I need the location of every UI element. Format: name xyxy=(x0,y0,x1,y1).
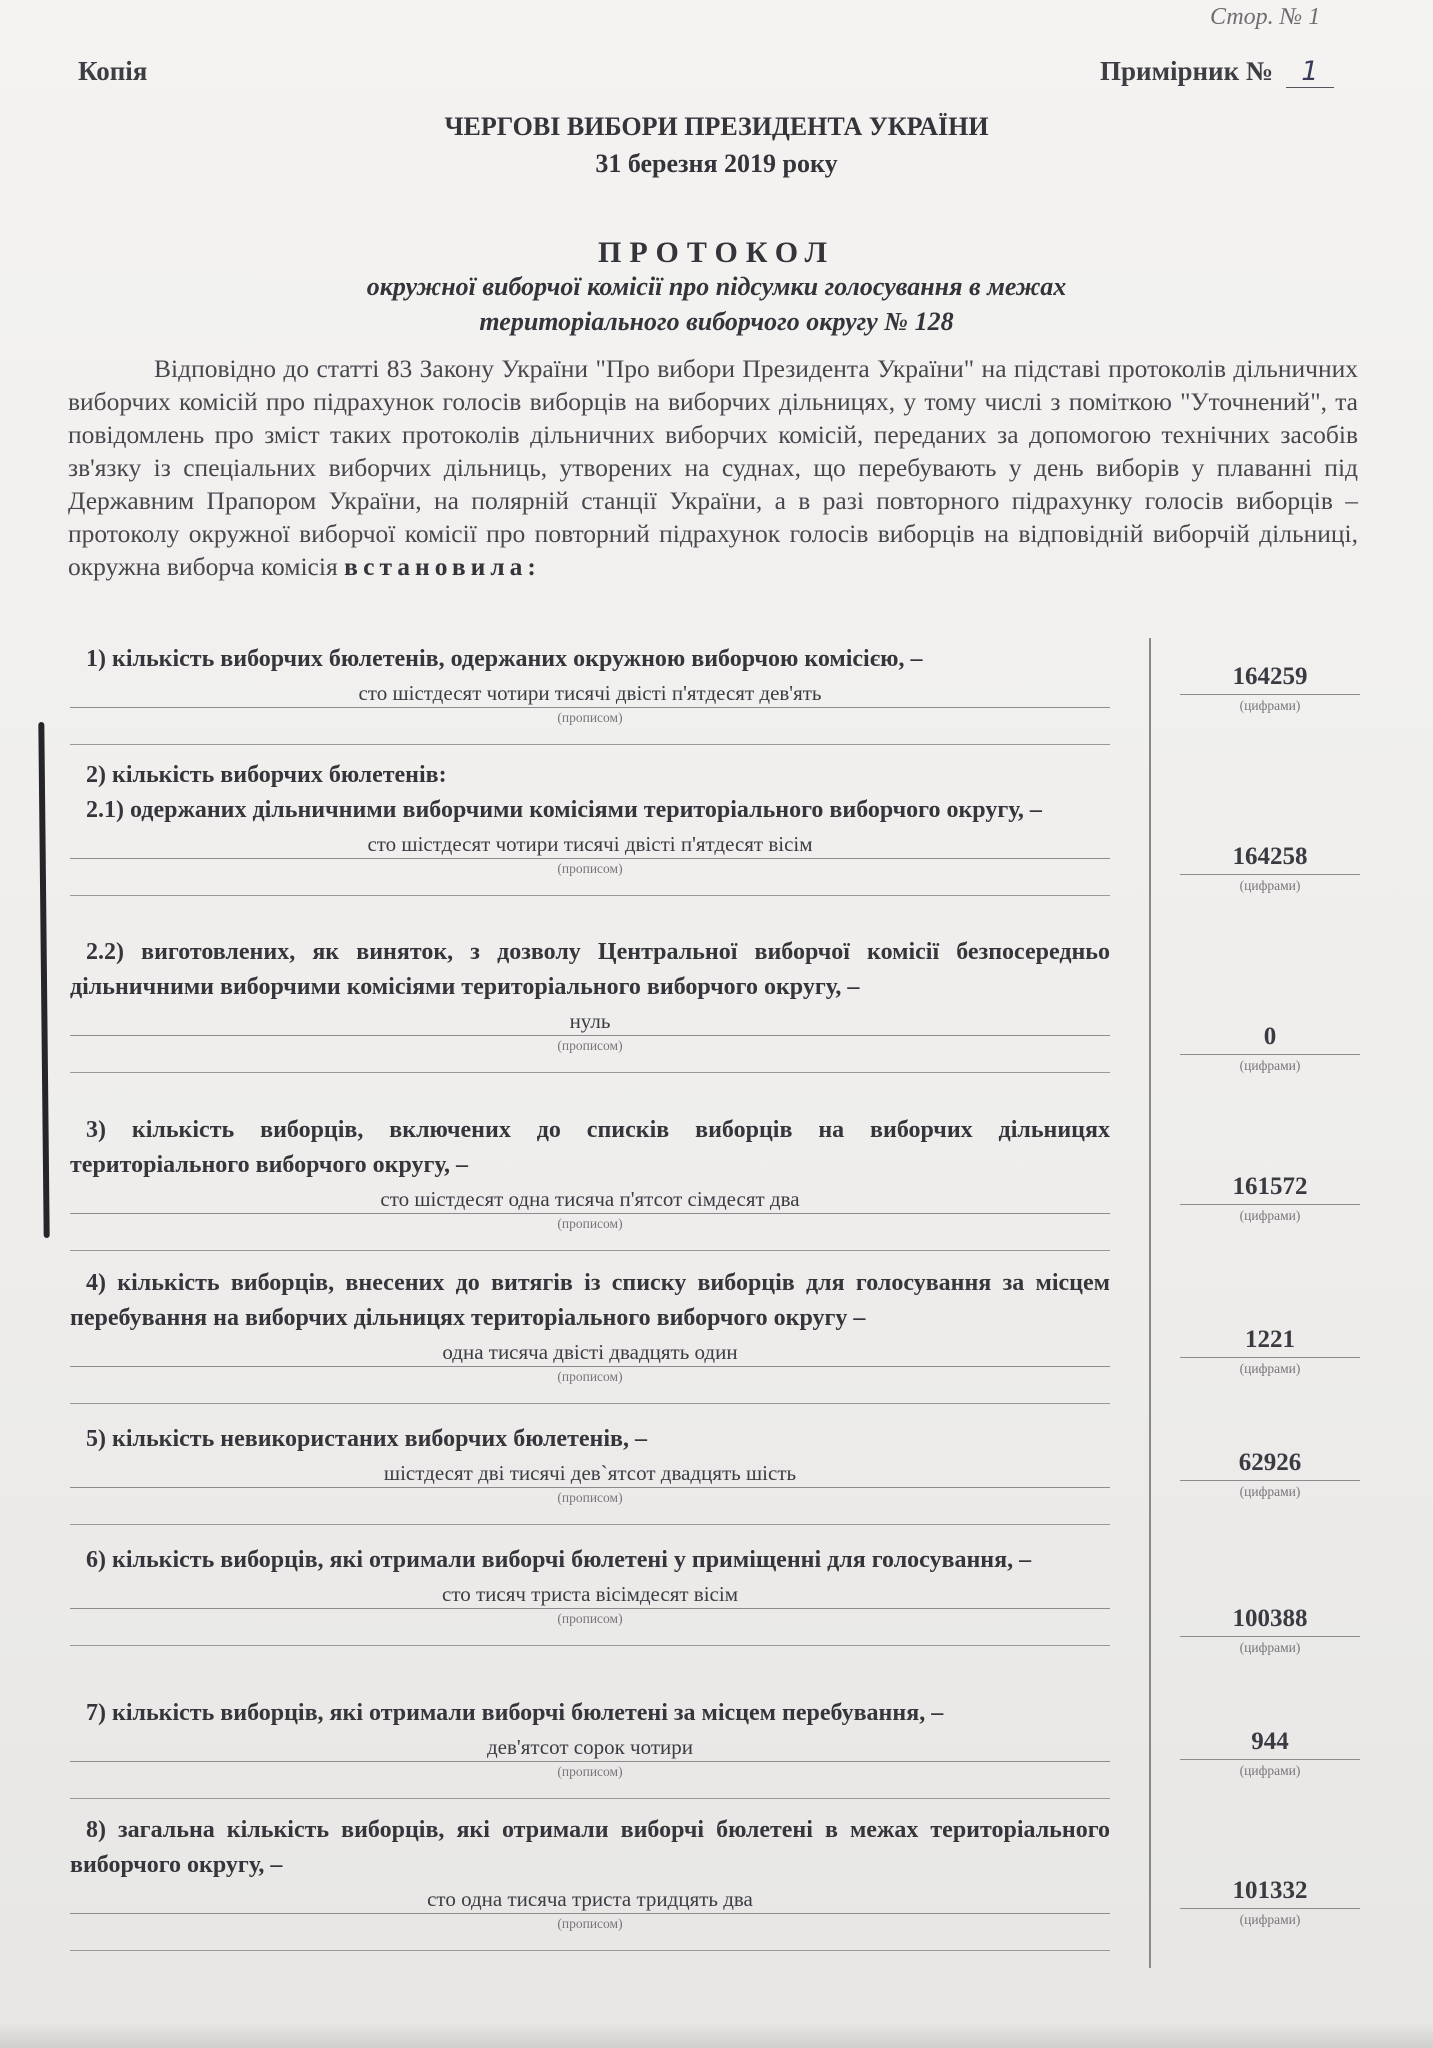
item-4 xyxy=(70,1266,1110,1404)
item-label: 6) кількість виборців, які отримали виборчі бюлетені у приміщенні для голосування, – xyxy=(86,1547,1032,1573)
instance-number: 1 xyxy=(1286,56,1334,88)
digits-caption: (цифрами) xyxy=(1239,1208,1301,1223)
item-6-digits-box xyxy=(1180,1602,1360,1656)
item-3-digits-box xyxy=(1180,1170,1360,1224)
item-digits: 101332 xyxy=(1180,1874,1360,1909)
item-1-digits-box xyxy=(1180,660,1360,714)
item-7 xyxy=(70,1696,1110,1799)
separator xyxy=(70,1072,1110,1073)
item-digits: 944 xyxy=(1180,1725,1360,1760)
digits-caption: (цифрами) xyxy=(1239,1361,1301,1376)
copy-label: Копія xyxy=(78,56,148,86)
words-caption: (прописом) xyxy=(557,1038,623,1053)
item-6 xyxy=(70,1543,1110,1646)
words-caption: (прописом) xyxy=(557,861,623,876)
item-words: сто шістдесят чотири тисячі двісті п'ятдесят вісім xyxy=(70,830,1110,859)
digits-caption: (цифрами) xyxy=(1239,1763,1301,1778)
item-label: 5) кількість невикористаних виборчих бюлетенів, – xyxy=(86,1426,647,1452)
item-1 xyxy=(70,642,1110,745)
item-words: нуль xyxy=(70,1007,1110,1036)
item-7-digits-box xyxy=(1180,1725,1360,1779)
item-8 xyxy=(70,1813,1110,1951)
item-label: 1) кількість виборчих бюлетенів, одержаних окружною виборчою комісією, – xyxy=(86,646,923,672)
separator xyxy=(70,1403,1110,1404)
intro-text: Відповідно до статті 83 Закону України "Про вибори Президента України" на підставі протоколів дільничних виборчих комісій про підрахунок голосів виборців на виборчих дільницях, у тому числі з поміткою "Уточнений", та повідомлень про зміст таких протоколів дільничних виборчих комісій, переданих за допомогою технічних засобів зв'язку із спеціальних виборчих дільниць, утворених на суднах, що перебувають у день виборів у плаванні під Державним Прапором України, на полярній станції України, а в разі повторного підрахунку голосів виборців – протоколу окружної виборчої комісії про повторний підрахунок голосів виборців на відповідній виборчій дільниці, окружна виборча комісія xyxy=(68,354,1358,581)
digits-caption: (цифрами) xyxy=(1239,1058,1301,1073)
words-caption: (прописом) xyxy=(557,1611,623,1626)
column-divider xyxy=(1149,638,1151,1968)
instance-label xyxy=(1100,56,1334,88)
intro-emphasis: встановила: xyxy=(344,552,541,581)
item-2 xyxy=(70,758,1110,896)
words-caption: (прописом) xyxy=(557,1216,623,1231)
digits-caption: (цифрами) xyxy=(1239,1484,1301,1499)
item-digits: 0 xyxy=(1180,1020,1360,1055)
item-sublabel: 2.1) одержаних дільничними виборчими комісіями територіального виборчого округу, – xyxy=(86,797,1042,823)
item-digits: 161572 xyxy=(1180,1170,1360,1205)
item-label: 3) кількість виборців, включених до списків виборців на виборчих дільницях територіального виборчого округу, – xyxy=(70,1117,1110,1178)
item-words: сто шістдесят чотири тисячі двісті п'ятдесят дев'ять xyxy=(70,679,1110,708)
item-digits: 164259 xyxy=(1180,660,1360,695)
item-label: 2) кількість виборчих бюлетенів: xyxy=(86,762,447,788)
item-2-2 xyxy=(70,935,1110,1073)
item-words: одна тисяча двісті двадцять один xyxy=(70,1338,1110,1367)
separator xyxy=(70,744,1110,745)
item-words: сто шістдесят одна тисяча п'ятсот сімдесят два xyxy=(70,1185,1110,1214)
binding-thread xyxy=(38,722,49,1238)
election-title: ЧЕРГОВІ ВИБОРИ ПРЕЗИДЕНТА УКРАЇНИ xyxy=(444,112,989,141)
protocol-subtitle-1: окружної виборчої комісії про підсумки голосування в межах xyxy=(366,272,1067,301)
item-words: сто тисяч триста вісімдесят вісім xyxy=(70,1580,1110,1609)
digits-caption: (цифрами) xyxy=(1239,1912,1301,1927)
words-caption: (прописом) xyxy=(557,1369,623,1384)
separator xyxy=(70,1645,1110,1646)
item-words: дев'ятсот сорок чотири xyxy=(70,1733,1110,1762)
separator xyxy=(70,1250,1110,1251)
words-caption: (прописом) xyxy=(557,1490,623,1505)
item-5 xyxy=(70,1422,1110,1525)
instance-label-text: Примірник № xyxy=(1100,56,1274,86)
digits-caption: (цифрами) xyxy=(1239,698,1301,713)
item-label: 4) кількість виборців, внесених до витягів із списку виборців для голосування за місцем перебування на виборчих дільницях територіального виборчого округу – xyxy=(70,1270,1110,1331)
item-digits: 100388 xyxy=(1180,1602,1360,1637)
separator xyxy=(70,1524,1110,1525)
words-caption: (прописом) xyxy=(557,710,623,725)
item-digits: 62926 xyxy=(1180,1446,1360,1481)
item-5-digits-box xyxy=(1180,1446,1360,1500)
item-digits: 164258 xyxy=(1180,840,1360,875)
item-label: 7) кількість виборців, які отримали виборчі бюлетені за місцем перебування, – xyxy=(86,1700,944,1726)
item-words: сто одна тисяча триста тридцять два xyxy=(70,1885,1110,1914)
protocol-title: ПРОТОКОЛ xyxy=(598,236,835,269)
words-caption: (прописом) xyxy=(557,1916,623,1931)
item-8-digits-box xyxy=(1180,1874,1360,1928)
item-2-2-digits-box xyxy=(1180,1020,1360,1074)
separator xyxy=(70,895,1110,896)
election-date: 31 березня 2019 року xyxy=(595,149,838,178)
digits-caption: (цифрами) xyxy=(1239,878,1301,893)
item-4-digits-box xyxy=(1180,1323,1360,1377)
protocol-subtitle-2: територіального виборчого округу № 128 xyxy=(479,307,954,336)
separator xyxy=(70,1950,1110,1951)
words-caption: (прописом) xyxy=(557,1764,623,1779)
item-3 xyxy=(70,1113,1110,1251)
digits-caption: (цифрами) xyxy=(1239,1640,1301,1655)
page-number: Стор. № 1 xyxy=(1210,4,1321,30)
separator xyxy=(70,1798,1110,1799)
page-edge-shadow xyxy=(0,2022,1433,2048)
item-label: 2.2) виготовлених, як виняток, з дозволу Центральної виборчої комісії безпосередньо дільничними виборчими комісіями територіального виборчого округу, – xyxy=(70,939,1110,1000)
item-digits: 1221 xyxy=(1180,1323,1360,1358)
item-label: 8) загальна кількість виборців, які отримали виборчі бюлетені в межах територіального виборчого округу, – xyxy=(70,1817,1110,1878)
item-2-digits-box xyxy=(1180,840,1360,894)
intro-paragraph xyxy=(68,352,1358,583)
item-words: шістдесят дві тисячі дев`ятсот двадцять шість xyxy=(70,1459,1110,1488)
